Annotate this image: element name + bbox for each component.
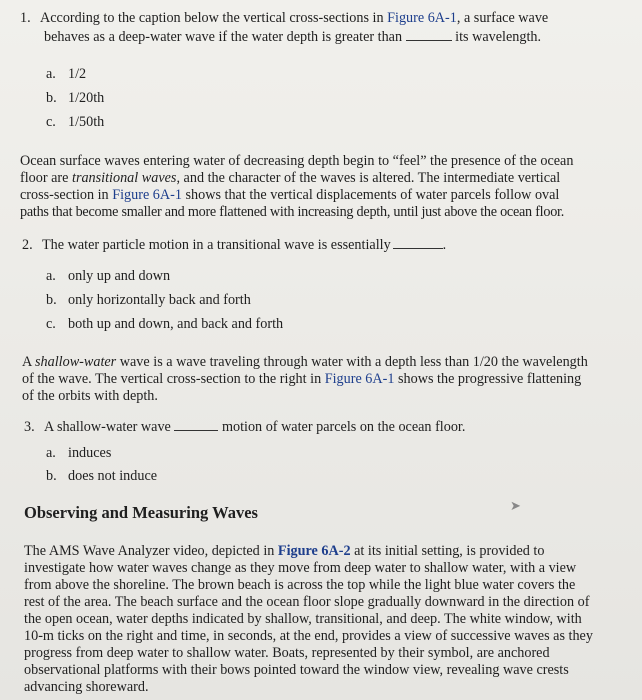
q1-option-b-text: 1/20th — [68, 90, 105, 106]
para1-text-3a: cross-section in — [20, 187, 113, 203]
q3-option-a-letter: a. — [46, 445, 56, 461]
para2-text-2b: shows the progressive flattening — [394, 371, 582, 387]
para2-line2 — [22, 371, 581, 388]
q1-number: 1. — [20, 10, 31, 26]
q2-period: . — [442, 237, 447, 253]
q1-text-2b: its wavelength. — [455, 29, 542, 45]
q1-option-c-letter: c. — [46, 114, 56, 130]
q2-option-c-letter: c. — [46, 316, 56, 332]
q1-text-1b: , a surface wave — [456, 10, 549, 26]
section-figure-ref: Figure 6A-2 — [277, 543, 351, 559]
para1-line1: Ocean surface waves entering water of decreasing depth begin to “feel” the presence of the ocean — [20, 153, 574, 169]
para1-figure-ref: Figure 6A-1 — [112, 187, 182, 203]
q2-line — [22, 236, 446, 254]
para2-emphasis: shallow-water — [35, 354, 117, 370]
q1-option-a-letter: a. — [46, 66, 56, 82]
q2-option-a[interactable] — [46, 268, 170, 285]
q3-option-b-letter: b. — [46, 468, 57, 484]
section-line6: 10-m ticks on the right and time, in seconds, at the end, provides a view of successive waves as they — [24, 628, 593, 644]
section-line8: observational platforms with their bows pointed toward the window view, revealing wave crests — [24, 662, 569, 678]
q2-answer-blank[interactable] — [393, 236, 443, 249]
q3-number: 3. — [24, 419, 35, 435]
para2-text-1b: wave is a wave traveling through water with a depth less than 1/20 the wavelength — [116, 354, 588, 370]
para2-text-1a: A — [22, 354, 36, 370]
q3-text-b: motion of water parcels on the ocean floor. — [221, 419, 466, 435]
q2-option-b-text: only horizontally back and forth — [68, 292, 251, 308]
q1-figure-ref: Figure 6A-1 — [387, 10, 457, 26]
section-heading: Observing and Measuring Waves — [24, 503, 258, 522]
q1-text-2a: behaves as a deep-water wave if the water depth is greater than — [44, 29, 403, 45]
para2-figure-ref: Figure 6A-1 — [324, 371, 395, 387]
q2-number: 2. — [22, 237, 33, 253]
section-line2: investigate how water waves change as they move from deep water to shallow water, with a view — [24, 560, 577, 576]
para1-line3 — [20, 187, 559, 204]
q3-option-b[interactable] — [46, 468, 157, 485]
para1-emphasis: transitional waves — [72, 170, 177, 186]
para1-text-2b: , and the character of the waves is altered. The intermediate vertical — [176, 170, 561, 186]
q3-option-a-text: induces — [68, 445, 112, 461]
para1-line2 — [20, 170, 560, 187]
section-text-1a: The AMS Wave Analyzer video, depicted in — [24, 543, 278, 559]
para2-line3: of the orbits with depth. — [22, 388, 158, 404]
q1-option-a-text: 1/2 — [68, 66, 87, 82]
section-text-1b: at its initial setting, is provided to — [350, 543, 545, 559]
section-line7: progress from deep water to shallow water. Boats, represented by their symbol, are anchored — [24, 645, 550, 661]
q1-answer-blank[interactable] — [406, 28, 452, 41]
para1-text-3b: shows that the vertical displacements of water parcels follow oval — [181, 187, 560, 203]
q2-option-b-letter: b. — [46, 292, 57, 308]
q1-line2 — [44, 28, 541, 46]
q2-option-c[interactable] — [46, 316, 283, 333]
section-line5: the open ocean, water depths indicated by shallow, transitional, and deep. The white window, with — [24, 611, 582, 627]
para2-line1 — [22, 354, 588, 371]
section-line9: advancing shoreward. — [24, 679, 149, 695]
q2-option-a-text: only up and down — [68, 268, 171, 284]
para2-text-2a: of the wave. The vertical cross-section to the right in — [22, 371, 325, 387]
q2-option-a-letter: a. — [46, 268, 56, 284]
q3-text-a: A shallow-water wave — [44, 419, 171, 435]
q1-line1 — [20, 10, 548, 27]
q3-line — [24, 418, 465, 436]
section-line3: from above the shoreline. The brown beach is across the top while the light blue water covers the — [24, 577, 576, 593]
para1-text-2a: floor are — [20, 170, 72, 186]
cursor-arrow-icon: ➤ — [510, 499, 521, 514]
q1-text-1a: According to the caption below the vertical cross-sections in — [40, 10, 388, 26]
q1-option-b-letter: b. — [46, 90, 57, 106]
q1-option-c[interactable] — [46, 114, 104, 131]
q2-option-b[interactable] — [46, 292, 251, 309]
section-line1 — [24, 543, 544, 560]
q1-option-c-text: 1/50th — [68, 114, 105, 130]
q3-answer-blank[interactable] — [174, 418, 218, 431]
q2-text: The water particle motion in a transitional wave is essentially — [42, 237, 391, 253]
section-line4: rest of the area. The beach surface and the ocean floor slope gradually downward in the direction of — [24, 594, 590, 610]
q1-option-a[interactable] — [46, 66, 86, 83]
q3-option-b-text: does not induce — [68, 468, 158, 484]
para1-line4: paths that become smaller and more flattened with increasing depth, until just above the ocean floor. — [20, 204, 565, 220]
q3-option-a[interactable] — [46, 445, 111, 462]
q1-option-b[interactable] — [46, 90, 104, 107]
q2-option-c-text: both up and down, and back and forth — [68, 316, 284, 332]
